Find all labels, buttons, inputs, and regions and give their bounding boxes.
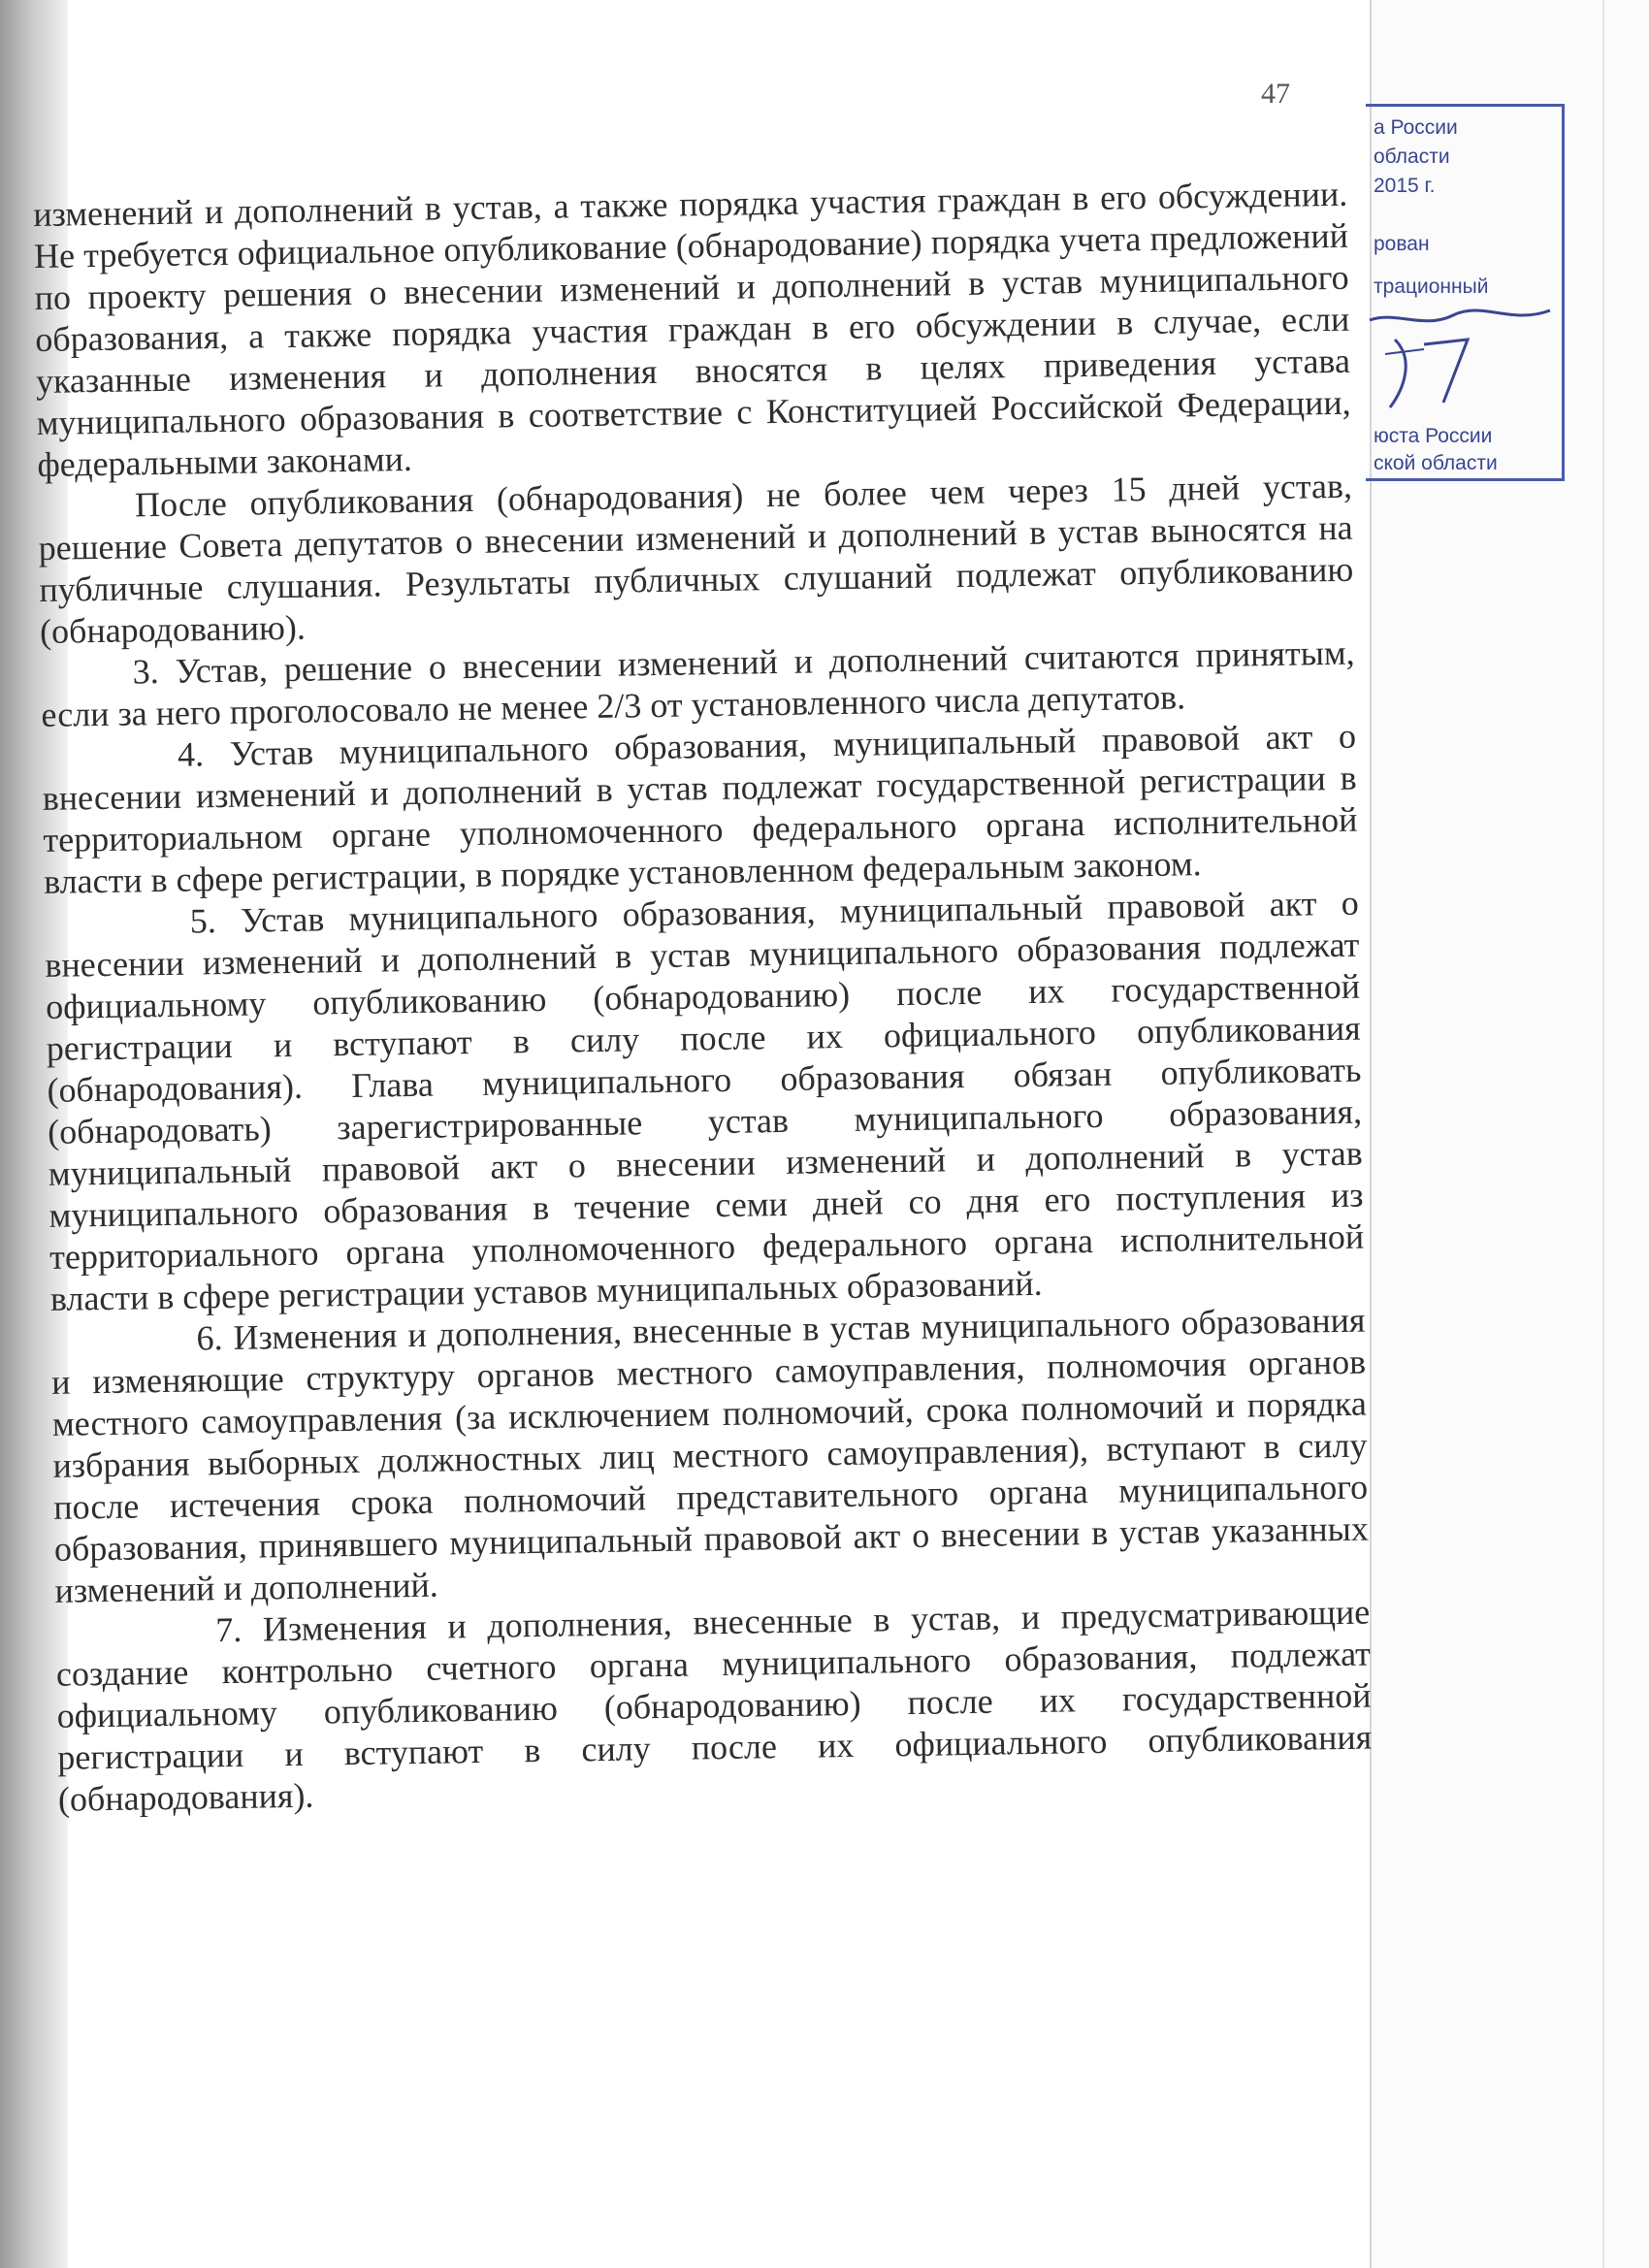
stamp-line: а России	[1374, 116, 1458, 139]
stamp-line: рован	[1374, 233, 1430, 255]
paragraph-item-5: 5. Устав муниципального образования, муниципальный правовой акт о внесении изменений и дополнений в устав муниципального образования подлежат официальному опубликованию (обнародованию) после их государственной регистрации и вступают в силу после их официального опубликования (обнародования). Глава муниципального образования обязан опубликовать (обнародовать) зарегистрированные устав муниципального образования, муниципальный правовой акт о внесении изменений и дополнений в устав муниципального образования в течение семи дней со дня его поступления из территориального органа уполномоченного федерального органа исполнительной власти в сфере регистрации уставов муниципальных образований.	[45, 883, 1365, 1318]
stamp-line: ской области	[1374, 452, 1498, 474]
sheet-edge	[1602, 0, 1604, 2268]
paragraph-continuation: изменений и дополнений в устав, а также порядка участия граждан в его обсуждении. Не требуется официальное опубликование (обнародование) порядка учета предложений по проекту решения о внесении изменений и дополнений в устав муниципального образования, а также порядка участия граждан в его обсуждении в случае, если указанные изменения и дополнения вносятся в целях приведения устава муниципального образования в соответствие с Конституцией Российской Федерации, федеральными законами.	[33, 174, 1351, 484]
stamp-line: трационный	[1374, 275, 1489, 298]
page-number: 47	[1261, 78, 1290, 110]
document-body	[33, 174, 1373, 1821]
paragraph-item-7: 7. Изменения и дополнения, внесенные в устав, и предусматривающие создание контрольно счетного органа муниципального образования, подлежат официальному опубликованию (обнародованию) после их государственной регистрации и вступают в силу после их официального опубликования (обнародования).	[55, 1592, 1373, 1819]
stamp-line: области	[1374, 146, 1450, 168]
registration-stamp	[1366, 104, 1565, 481]
paragraph-publication: После опубликования (обнародования) не более чем через 15 дней устав, решение Совета депутатов о внесении изменений и дополнений в устав выносятся на публичные слушания. Результаты публичных слушаний подлежат опубликованию (обнародованию).	[38, 466, 1354, 651]
paragraph-item-4: 4. Устав муниципального образования, муниципальный правовой акт о внесении изменений и дополнений в устав подлежат государственной регистрации в территориальном органе уполномоченного федерального органа исполнительной власти в сфере регистрации, в порядке установленном федеральным законом.	[42, 716, 1358, 901]
stamp-line: 2015 г.	[1374, 175, 1436, 197]
stamp-line: юста России	[1374, 425, 1493, 447]
paragraph-item-6: 6. Изменения и дополнения, внесенные в устав муниципального образования и изменяющие структуру органов местного самоуправления, полномочия органов местного самоуправления (за исключением полномочий, срока полномочий и порядка избрания выборных должностных лиц местного самоуправления), вступают в силу после истечения срока полномочий представительного органа муниципального образования, принявшего муниципальный правовой акт о внесении в устав указанных изменений и дополнений.	[50, 1300, 1370, 1610]
handwritten-signature	[1366, 301, 1560, 417]
paragraph-item-3: 3. Устав, решение о внесении изменений и дополнений считаются принятым, если за него проголосовало не менее 2/3 от установленного числа депутатов.	[41, 632, 1355, 734]
